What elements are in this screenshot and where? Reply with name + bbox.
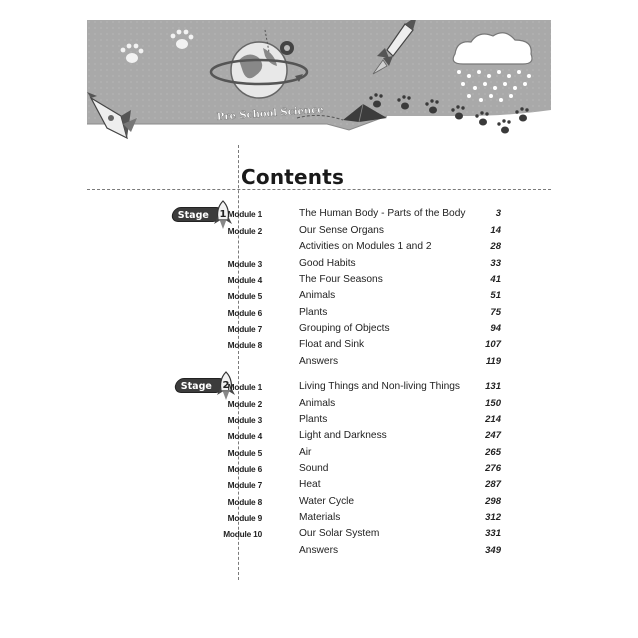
toc-row[interactable] <box>87 321 551 337</box>
stage-number: 2 <box>222 380 230 391</box>
page-number: 107 <box>485 339 501 350</box>
toc-row[interactable] <box>87 239 551 255</box>
toc-row[interactable] <box>87 445 551 461</box>
module-number: Module 10 <box>223 529 262 539</box>
module-title: Float and Sink <box>299 339 365 350</box>
module-number: Module 3 <box>227 415 262 425</box>
module-number: Module 3 <box>227 258 262 269</box>
module-title: Air <box>299 446 312 458</box>
horizontal-dashed-rule <box>87 189 551 190</box>
toc-row[interactable] <box>87 477 551 493</box>
stage-label: Stage <box>180 381 212 392</box>
module-title: Materials <box>299 512 341 523</box>
module-title: Animals <box>299 290 336 301</box>
module-number: Module 4 <box>227 275 262 285</box>
toc-row[interactable] <box>87 354 551 370</box>
module-number: Module 9 <box>227 513 262 523</box>
module-title: Our Sense Organs <box>299 224 384 236</box>
toc-row[interactable] <box>87 543 551 559</box>
module-number: Module 5 <box>227 447 262 458</box>
toc-row[interactable] <box>87 337 551 353</box>
page-number: 14 <box>490 224 501 236</box>
toc-row[interactable] <box>87 428 551 444</box>
page-number: 51 <box>490 290 501 301</box>
page-number: 247 <box>485 430 501 441</box>
small-planet-icon <box>280 41 294 55</box>
page-number: 75 <box>490 306 501 318</box>
page-number: 33 <box>490 257 501 269</box>
module-number: Module 4 <box>227 431 262 441</box>
module-title: Heat <box>299 479 321 490</box>
page-number: 150 <box>485 397 501 409</box>
toc-row[interactable] <box>87 396 551 412</box>
page-number: 119 <box>485 355 501 367</box>
module-title: Animals <box>299 397 336 409</box>
toc-row[interactable] <box>87 461 551 477</box>
page-number: 28 <box>490 241 501 252</box>
module-title: Plants <box>299 306 328 318</box>
toc-row[interactable] <box>87 272 551 288</box>
module-number: Module 6 <box>227 307 262 318</box>
module-number: Module 2 <box>227 398 262 409</box>
page-number: 3 <box>495 208 501 219</box>
module-title: Living Things and Non-living Things <box>299 381 461 392</box>
module-title: Light and Darkness <box>299 430 387 441</box>
toc-row[interactable] <box>87 412 551 428</box>
page-number: 331 <box>485 528 501 539</box>
page-number: 41 <box>490 274 501 285</box>
module-number: Module 7 <box>227 324 262 334</box>
page-number: 214 <box>485 414 501 425</box>
toc-row[interactable] <box>87 494 551 510</box>
page-number: 298 <box>485 495 501 507</box>
toc-row[interactable] <box>87 510 551 526</box>
toc-row[interactable] <box>87 288 551 304</box>
module-title: Grouping of Objects <box>299 323 390 334</box>
module-title: Sound <box>299 463 329 474</box>
page-number: 312 <box>485 512 501 523</box>
module-number: Module 8 <box>227 340 262 350</box>
module-title: Answers <box>299 355 339 367</box>
header-banner <box>87 20 551 170</box>
toc-row[interactable] <box>87 305 551 321</box>
book-page <box>87 20 551 580</box>
module-title: Plants <box>299 414 328 425</box>
module-title: Good Habits <box>299 257 356 269</box>
module-title: The Human Body - Parts of the Body <box>299 208 466 219</box>
page-number: 265 <box>485 446 501 458</box>
toc-row[interactable] <box>87 526 551 542</box>
module-title: Answers <box>299 544 339 556</box>
page-title: Contents <box>241 165 345 189</box>
module-number: Module 2 <box>227 225 262 236</box>
page-number: 287 <box>485 479 501 490</box>
toc-row[interactable] <box>87 256 551 272</box>
module-title: The Four Seasons <box>299 274 383 285</box>
module-title: Water Cycle <box>299 495 355 507</box>
module-number: Module 6 <box>227 464 262 474</box>
module-title: Our Solar System <box>299 528 380 539</box>
module-number: Module 8 <box>227 496 262 507</box>
banner-caption: Pre School Science <box>216 104 324 123</box>
page-number: 349 <box>485 544 501 556</box>
page-number: 276 <box>485 463 501 474</box>
module-number: Module 1 <box>227 209 262 219</box>
module-number: Module 7 <box>227 480 262 490</box>
toc-row[interactable] <box>87 223 551 239</box>
toc-row[interactable] <box>87 379 551 395</box>
page-number: 94 <box>490 323 501 334</box>
module-number: Module 5 <box>227 291 262 301</box>
page-number: 131 <box>485 381 501 392</box>
stage-number: 1 <box>219 209 227 220</box>
module-title: Activities on Modules 1 and 2 <box>299 241 432 252</box>
stage-label: Stage <box>177 210 209 221</box>
module-number: Module 1 <box>227 382 262 392</box>
toc-row[interactable] <box>87 206 551 222</box>
